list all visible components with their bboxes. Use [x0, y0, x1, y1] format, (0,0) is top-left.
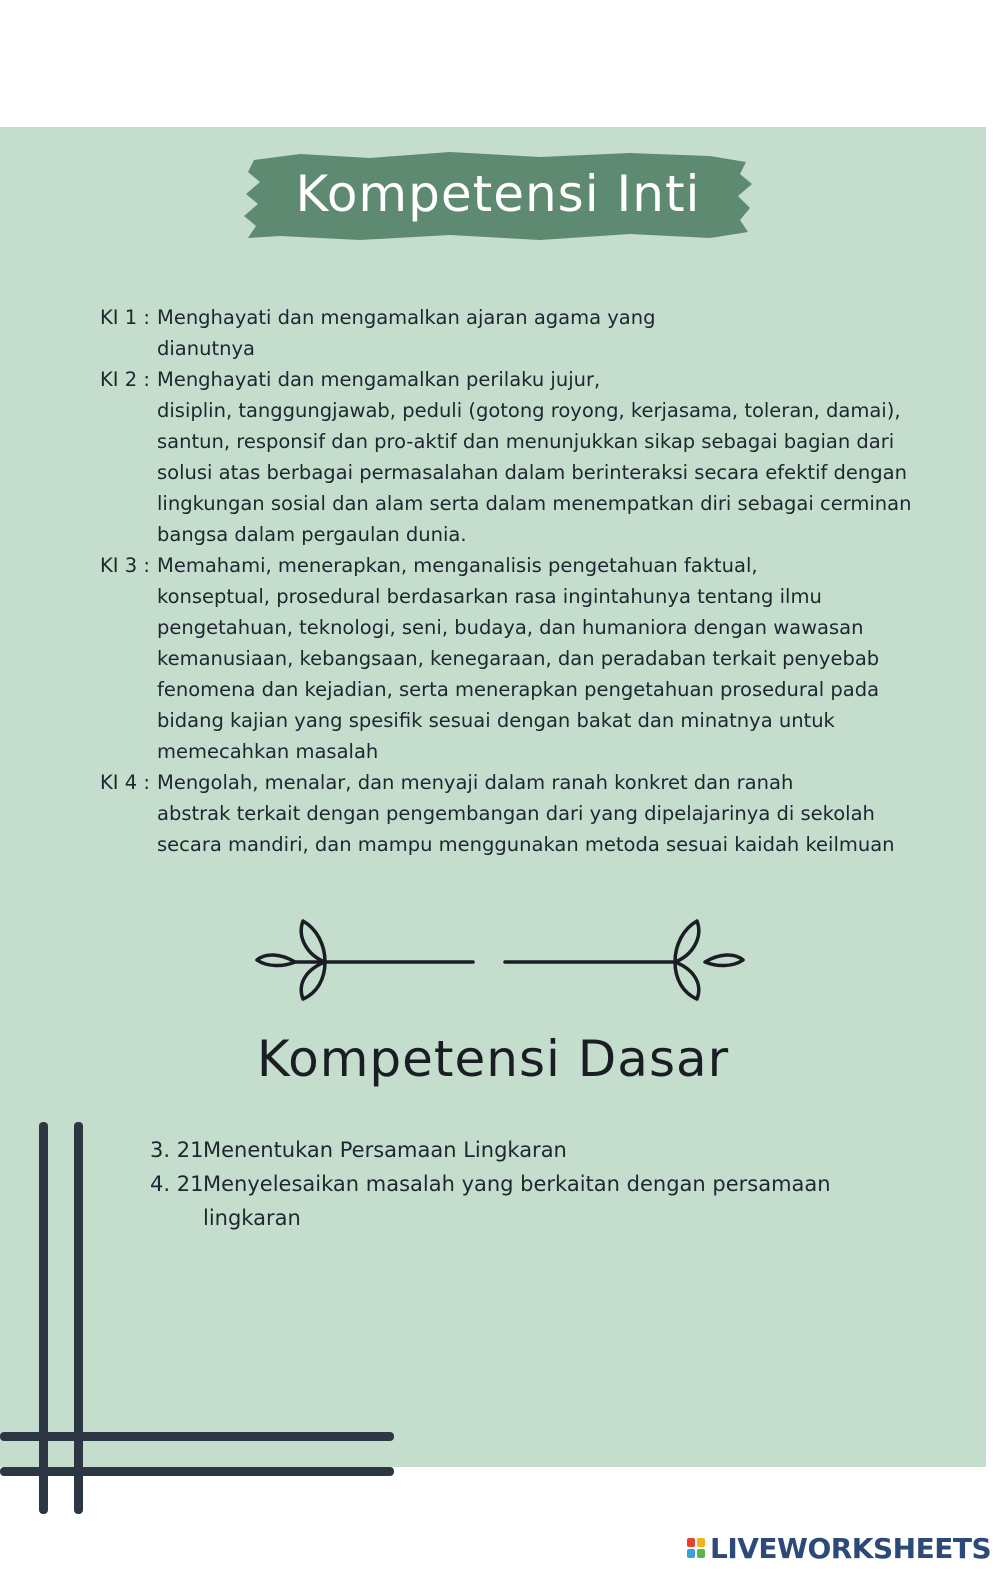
ki-text-rest: abstrak terkait dengan pengembangan dari yang dipelajarinya di sekolah secara mandiri, dan mampu menggunakan metoda sesuai kaidah keilmuan [157, 802, 895, 856]
leaf-divider-icon [255, 915, 745, 1005]
kd-item-2 [150, 1167, 910, 1235]
ki-text-first: Menghayati dan mengamalkan ajaran agama yang [157, 306, 656, 329]
ki-text-first: Memahami, menerapkan, menganalisis pengetahuan faktual, [157, 554, 758, 577]
kd-number: 4. 21 [150, 1172, 204, 1196]
ki-label: KI 1 : [100, 306, 150, 329]
kd-text: Menyelesaikan masalah yang berkaitan dengan persamaan lingkaran [203, 1172, 831, 1230]
ki-label: KI 2 : [100, 368, 150, 391]
ki-text-first: Menghayati dan mengamalkan perilaku jujur, [157, 368, 601, 391]
ki-text-first: Mengolah, menalar, dan menyaji dalam ranah konkret dan ranah [157, 771, 794, 794]
page-title: Kompetensi Inti [295, 165, 701, 223]
ki-item-1 [100, 302, 920, 364]
kd-text: Menentukan Persamaan Lingkaran [203, 1138, 567, 1162]
frame-line-vertical [74, 1122, 83, 1514]
ki-item-2 [100, 364, 920, 550]
ki-text-rest: dianutnya [157, 337, 255, 360]
ki-text-rest: disiplin, tanggungjawab, peduli (gotong royong, kerjasama, toleran, damai), santun, responsif dan pro-aktif dan menunjukkan sikap sebagai bagian dari solusi atas berbagai permasalahan dalam berinteraksi secara efektif dengan lingkungan sosial dan alam serta dalam menempatkan diri sebagai cerminan bangsa dalam pergaulan dunia. [157, 399, 912, 546]
logo-grid-icon [686, 1537, 706, 1559]
frame-line-horizontal [0, 1467, 394, 1476]
kd-number: 3. 21 [150, 1138, 204, 1162]
ki-text-rest: konseptual, prosedural berdasarkan rasa ingintahunya tentang ilmu pengetahuan, teknologi, seni, budaya, dan humaniora dengan wawasan kemanusiaan, kebangsaan, kenegaraan, dan peradaban terkait penyebab fenomena dan kejadian, serta menerapkan pengetahuan prosedural pada bidang kajian yang spesifik sesuai dengan bakat dan minatnya untuk memecahkan masalah [157, 585, 880, 763]
ki-item-3 [100, 550, 920, 767]
ki-list [100, 302, 920, 860]
ki-label: KI 3 : [100, 554, 150, 577]
ki-label: KI 4 : [100, 771, 150, 794]
frame-line-horizontal [0, 1432, 394, 1441]
kd-list [150, 1133, 910, 1235]
frame-line-vertical [39, 1122, 48, 1514]
ki-item-4 [100, 767, 920, 860]
kd-item-1 [150, 1133, 910, 1167]
kd-title: Kompetensi Dasar [256, 1030, 730, 1088]
brand-name: LIVEWORKSHEETS [710, 1531, 992, 1565]
brand-logo [686, 1530, 991, 1566]
